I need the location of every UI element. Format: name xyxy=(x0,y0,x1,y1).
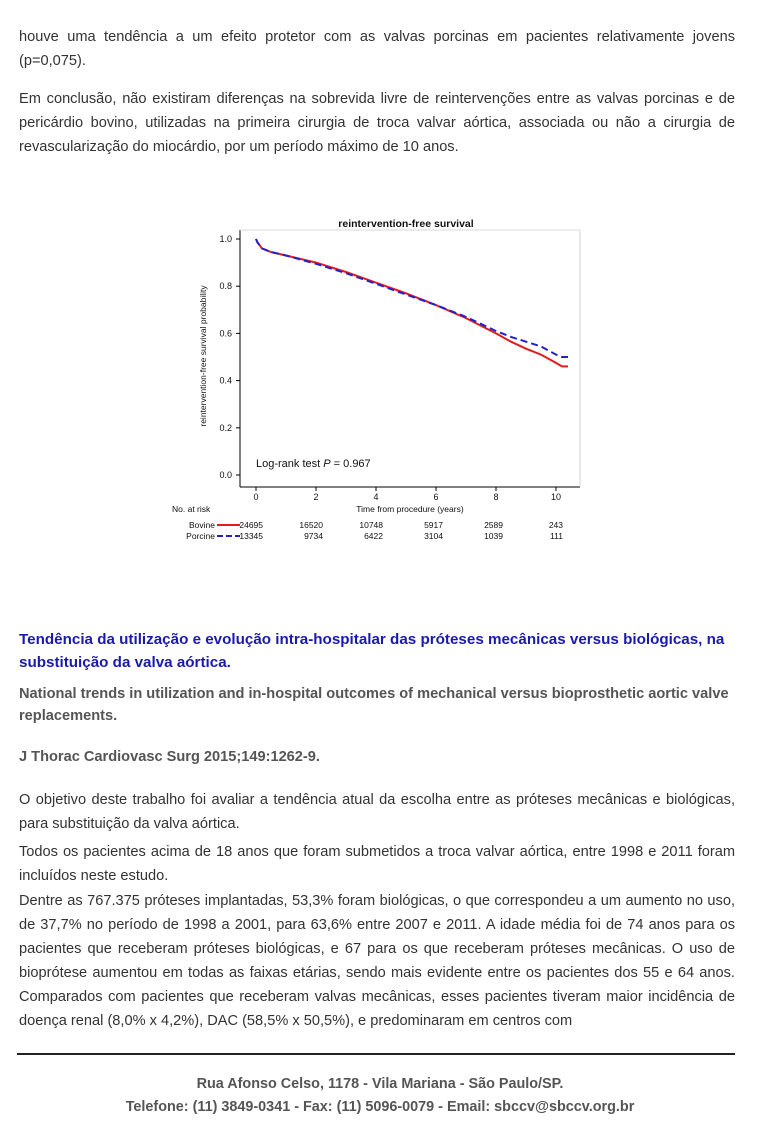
body-paragraph-1: O objetivo deste trabalho foi avaliar a tendência atual da escolha entre as próteses mecânicas e biológicas, para substituição da valva aórtica. xyxy=(19,792,735,832)
at-risk-value: 1039 xyxy=(484,531,503,541)
x-axis xyxy=(253,487,561,502)
footer-contact: Telefone: (11) 3849-0341 - Fax: (11) 5096-0079 - Email: sbccv@sbccv.org.br xyxy=(125,1099,635,1115)
logrank-annotation xyxy=(256,458,371,470)
logrank-value: = 0.967 xyxy=(330,458,371,470)
at-risk-value: 243 xyxy=(548,520,563,530)
y-tick-label: 1.0 xyxy=(219,234,232,244)
at-risk-value: 3104 xyxy=(424,531,443,541)
at-risk-value: 111 xyxy=(550,531,563,541)
chart-title: reintervention-free survival xyxy=(338,218,474,230)
x-tick-label: 8 xyxy=(493,492,499,502)
survival-chart xyxy=(160,210,600,550)
y-tick-label: 0.8 xyxy=(219,281,232,292)
y-axis-label: reintervention-free survival probability xyxy=(198,285,208,427)
at-risk-value: 6422 xyxy=(364,531,383,541)
y-tick-label: 0.6 xyxy=(219,328,232,339)
intro-paragraph-1: houve uma tendência a um efeito protetor com as valvas porcinas em pacientes relativamente jovens (p=0,075). xyxy=(19,29,735,69)
at-risk-label: No. at risk xyxy=(172,504,211,514)
footer-address: Rua Afonso Celso, 1178 - Vila Mariana - São Paulo/SP. xyxy=(196,1076,564,1092)
at-risk-value: 5917 xyxy=(424,520,443,530)
x-axis-label: Time from procedure (years) xyxy=(356,504,464,514)
y-tick-label: 0.2 xyxy=(219,422,232,433)
logrank-p: P xyxy=(323,458,331,470)
citation: J Thorac Cardiovasc Surg 2015;149:1262-9. xyxy=(19,749,320,765)
y-tick-label: 0.0 xyxy=(219,470,232,480)
plot-frame xyxy=(240,230,580,487)
series-lines xyxy=(256,239,568,366)
x-tick-label: 10 xyxy=(550,492,562,502)
x-tick-label: 2 xyxy=(313,492,319,502)
footer-divider xyxy=(17,1053,735,1055)
at-risk-value: 24695 xyxy=(239,520,263,530)
intro-paragraph-2: Em conclusão, não existiram diferenças na sobrevida livre de reintervenções entre as valvas porcinas e de pericárdio bovino, utilizadas na primeira cirurgia de troca valvar aórtica, associada ou não a cirurgia de revascularização do miocárdio, por um período máximo de 10 anos. xyxy=(19,91,735,155)
x-tick-label: 0 xyxy=(253,492,259,502)
x-tick-label: 6 xyxy=(433,492,439,502)
section-title-pt: Tendência da utilização e evolução intra-hospitalar das próteses mecânicas versus biológicas, na substituição da valva aórtica. xyxy=(19,631,725,671)
section-title-en: National trends in utilization and in-hospital outcomes of mechanical versus bioprosthetic aortic valve replacements. xyxy=(19,686,729,724)
y-tick-label: 0.4 xyxy=(219,375,232,386)
body-paragraph-3: Dentre as 767.375 próteses implantadas, 53,3% foram biológicas, o que correspondeu a um aumento no uso, de 37,7% no período de 1998 a 2001, para 63,6% entre 2007 e 2011. A idade média foi de 74 anos para os pacientes que receberam próteses biológicas, e 67 para os que receberam próteses mecânicas. O uso de bioprótese aumentou em todas as faixas etárias, sendo mais evidente entre os pacientes dos 55 e 64 anos. Comparados com pacientes que receberam valvas mecânicas, esses pacientes tiveram maior incidência de doença renal (8,0% x 4,2%), DAC (58,5% x 50,5%), e predominaram em centros com xyxy=(19,893,735,1029)
at-risk-row-label: Bovine xyxy=(189,520,215,530)
at-risk-value: 13345 xyxy=(239,531,263,541)
series-line-porcine xyxy=(256,239,568,357)
logrank-prefix: Log-rank test xyxy=(256,458,324,470)
at-risk-row-label: Porcine xyxy=(186,531,215,541)
at-risk-table xyxy=(186,520,563,541)
y-axis xyxy=(219,234,240,480)
at-risk-value: 10748 xyxy=(359,520,383,530)
at-risk-value: 2589 xyxy=(484,520,503,530)
at-risk-value: 16520 xyxy=(299,520,323,530)
at-risk-value: 9734 xyxy=(304,531,323,541)
series-line-bovine xyxy=(256,239,568,366)
body-paragraph-2: Todos os pacientes acima de 18 anos que foram submetidos a troca valvar aórtica, entre 1998 e 2011 foram incluídos neste estudo. xyxy=(19,844,735,884)
x-tick-label: 4 xyxy=(373,492,379,502)
